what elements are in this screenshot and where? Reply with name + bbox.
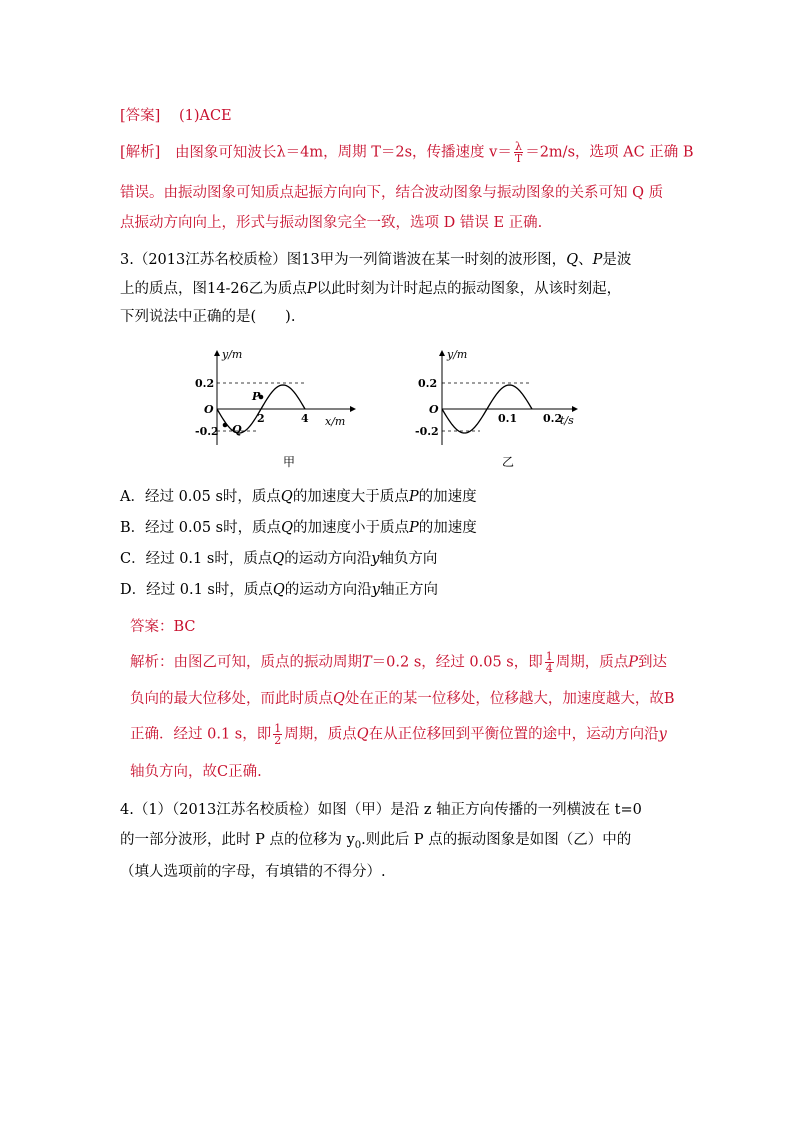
- t-label: t/s: [560, 414, 574, 427]
- question-3-line-1: 3.（2013江苏名校质检）图13甲为一列简谐波在某一时刻的波形图，Q、P是波: [120, 252, 632, 268]
- origin-label: O: [429, 403, 439, 416]
- analysis-text: λ＝4m，周期 T＝2s，传播速度 v＝: [276, 144, 512, 161]
- answer-value: (1)ACE: [178, 108, 232, 124]
- question-4-line-3: （填人选项前的字母，有填错的不得分）.: [120, 864, 386, 880]
- analysis-tag: [解析]: [120, 144, 161, 161]
- tick-neg: -0.2: [415, 425, 439, 438]
- tick-x2: 2: [257, 412, 265, 425]
- tick-t2: 0.2: [543, 412, 563, 425]
- fraction-one-quarter: $\frac{1}{4}$: [545, 650, 553, 675]
- answer-tag: [答案]: [120, 108, 161, 124]
- analysis-1-line-1: [120, 141, 694, 164]
- tick-x4: 4: [301, 412, 309, 425]
- tick-pos: 0.2: [418, 377, 438, 390]
- label-q: Q: [232, 423, 242, 436]
- tick-neg: -0.2: [195, 425, 219, 438]
- answer-1: [120, 106, 232, 126]
- analysis-text: ＝2m/s，选项 AC 正确 B: [525, 144, 694, 161]
- analysis-2-line-4: 轴负方向，故C正确.: [130, 764, 262, 780]
- label-p: P: [252, 390, 261, 403]
- question-4-line-2: 的一部分波形，此时 P 点的位移为 $y_0$.则此后 P 点的振动图象是如图（乙）中的: [120, 832, 632, 851]
- tick-pos: 0.2: [195, 377, 215, 390]
- y-label: y/m: [447, 348, 468, 361]
- figure-jia-wave-graph: [195, 345, 365, 470]
- option-b: B．经过 0.05 s时，质点Q的加速度小于质点P的加速度: [120, 520, 477, 536]
- question-4-line-1: 4.（1）（2013江苏名校质检）如图（甲）是沿 z 轴正方向传播的一列横波在 t=0: [120, 802, 642, 818]
- analysis-1-line-2: 错误。由振动图象可知质点起振方向向下，结合波动图象与振动图象的关系可知 Q 质: [120, 185, 664, 201]
- caption-jia: 甲: [283, 455, 296, 469]
- caption-yi: 乙: [502, 455, 515, 469]
- option-a: A．经过 0.05 s时，质点Q的加速度大于质点P的加速度: [120, 489, 477, 505]
- y-label: y/m: [222, 348, 243, 361]
- analysis-2-line-2: 负向的最大位移处，而此时质点Q处在正的某一位移处，位移越大，加速度越大，故B: [130, 691, 675, 707]
- analysis-1-line-3: 点振动方向向上，形式与振动图象完全一致，选项 D 错误 E 正确.: [120, 215, 543, 231]
- x-label: x/m: [325, 415, 346, 428]
- analysis-2-line-1: 解析：由图乙可知，质点的振动周期T＝0.2 s，经过 0.05 s，即 $\frac{1}{4}$ 周期，质点P到达: [130, 650, 667, 675]
- analysis-text: 由图象可知波长: [174, 144, 277, 161]
- point-q: [223, 423, 228, 428]
- option-c: C．经过 0.1 s时，质点Q的运动方向沿y轴负方向: [120, 551, 438, 567]
- fraction-one-half: $\frac{1}{2}$: [274, 722, 282, 747]
- figure-yi-vibration-graph: [412, 345, 582, 470]
- analysis-2-line-3: 正确．经过 0.1 s，即 $\frac{1}{2}$ 周期，质点Q在从正位移回到平衡位置的途中，运动方向沿y: [130, 722, 667, 747]
- answer-2: 答案：BC: [130, 619, 196, 635]
- option-d: D．经过 0.1 s时，质点Q的运动方向沿y轴正方向: [120, 582, 438, 598]
- question-3-line-2: 上的质点，图14-26乙为质点P以此时刻为计时起点的振动图象，从该时刻起，: [120, 281, 622, 297]
- question-3-line-3: 下列说法中正确的是( ).: [120, 309, 296, 325]
- fraction-lambda-over-t: $\frac{\lambda}{T}$: [514, 140, 523, 165]
- tick-t1: 0.1: [498, 412, 518, 425]
- origin-label: O: [204, 403, 214, 416]
